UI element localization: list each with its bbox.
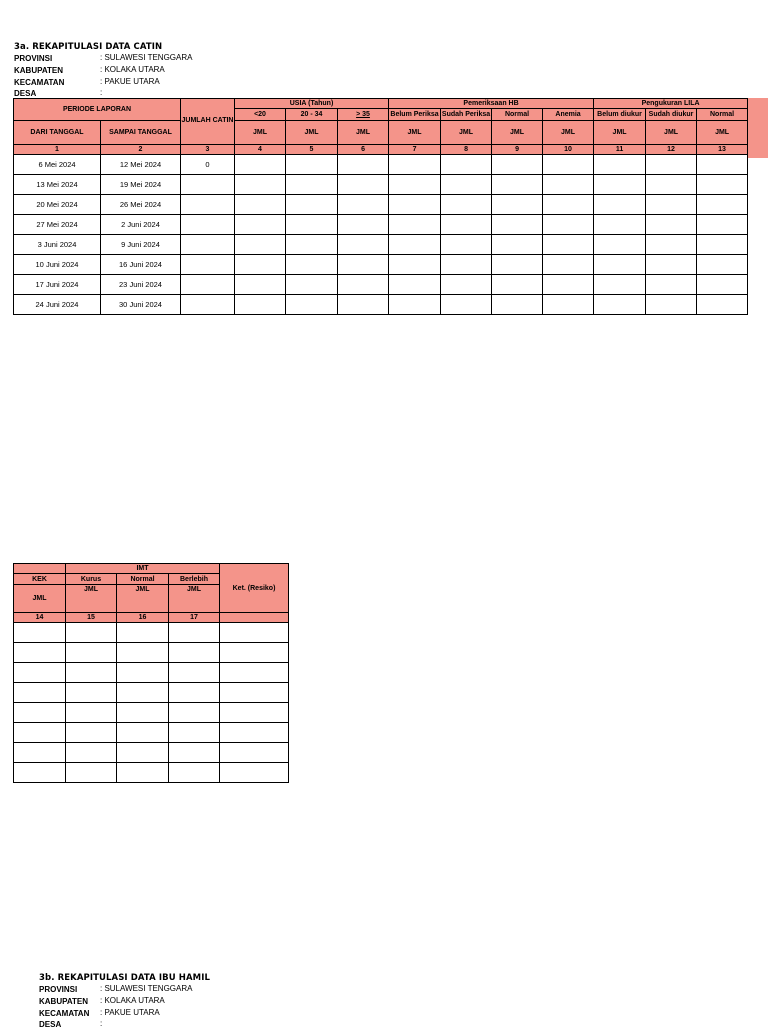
- header-usia-over-35: > 35: [338, 109, 389, 121]
- column-number: 12: [646, 145, 697, 155]
- header-pemeriksaan-hb: Pemeriksaan HB: [389, 99, 594, 109]
- cell-empty: [338, 275, 389, 295]
- table-row: [14, 763, 289, 783]
- cell-empty: [543, 195, 594, 215]
- cell-empty: [286, 195, 338, 215]
- cell-empty: [441, 275, 492, 295]
- header-jumlah-catin: JUMLAH CATIN: [181, 99, 235, 145]
- cell-empty: [235, 155, 286, 175]
- table-row: [14, 723, 289, 743]
- cell-jumlah-catin: [181, 275, 235, 295]
- cell-sampai-tanggal: 30 Juni 2024: [101, 295, 181, 315]
- cell-empty: [543, 155, 594, 175]
- cell-empty: [169, 743, 220, 763]
- cell-empty: [338, 255, 389, 275]
- cell-empty: [646, 195, 697, 215]
- cell-empty: [389, 295, 441, 315]
- info-value-provinsi: : SULAWESI TENGGARA: [100, 984, 193, 993]
- cell-empty: [594, 175, 646, 195]
- header-sampai-tanggal: SAMPAI TANGGAL: [101, 121, 181, 145]
- cell-empty: [235, 255, 286, 275]
- cell-empty: [235, 275, 286, 295]
- cell-empty: [543, 235, 594, 255]
- info-label-provinsi: PROVINSI: [14, 54, 53, 63]
- cell-empty: [117, 663, 169, 683]
- cell-empty: [389, 175, 441, 195]
- column-number: 10: [543, 145, 594, 155]
- cell-empty: [220, 623, 289, 643]
- cell-empty: [14, 763, 66, 783]
- cell-empty: [543, 175, 594, 195]
- table-row: [14, 195, 748, 215]
- cell-empty: [220, 663, 289, 683]
- cell-empty: [66, 643, 117, 663]
- column-number: 5: [286, 145, 338, 155]
- header-jml: JML: [338, 121, 389, 145]
- column-number: 13: [697, 145, 748, 155]
- header-imt-normal: Normal: [117, 574, 169, 585]
- cell-empty: [66, 663, 117, 683]
- table-row: [14, 295, 748, 315]
- header-jml: JML: [646, 121, 697, 145]
- section-b-title: 3b. REKAPITULASI DATA IBU HAMIL: [39, 973, 211, 983]
- cell-empty: [441, 255, 492, 275]
- cell-empty: [441, 235, 492, 255]
- cell-empty: [594, 275, 646, 295]
- cell-empty: [389, 235, 441, 255]
- header-jml: JML: [389, 121, 441, 145]
- cell-empty: [117, 643, 169, 663]
- cell-empty: [697, 275, 748, 295]
- info-label-kecamatan: KECAMATAN: [39, 1009, 90, 1018]
- cell-empty: [492, 175, 543, 195]
- cell-dari-tanggal: 13 Mei 2024: [14, 175, 101, 195]
- cell-empty: [646, 255, 697, 275]
- cell-empty: [117, 703, 169, 723]
- cell-jumlah-catin: [181, 215, 235, 235]
- table-row: [14, 255, 748, 275]
- info-label-kecamatan: KECAMATAN: [14, 78, 65, 87]
- table-row: [14, 175, 748, 195]
- cell-empty: [66, 623, 117, 643]
- info-value-desa: :: [100, 1019, 103, 1028]
- table-row: [14, 743, 289, 763]
- header-jml: JML: [441, 121, 492, 145]
- cell-empty: [117, 683, 169, 703]
- cell-empty: [338, 235, 389, 255]
- cell-empty: [389, 215, 441, 235]
- cell-empty: [338, 295, 389, 315]
- cell-empty: [543, 215, 594, 235]
- header-jml: JML: [66, 585, 117, 613]
- cell-empty: [220, 743, 289, 763]
- header-jml: JML: [117, 585, 169, 613]
- cell-empty: [646, 155, 697, 175]
- header-hb-belum-periksa: Belum Periksa: [389, 109, 441, 121]
- cell-empty: [286, 155, 338, 175]
- cell-empty: [220, 723, 289, 743]
- cell-empty: [543, 275, 594, 295]
- cell-empty: [492, 215, 543, 235]
- cell-empty: [14, 723, 66, 743]
- cell-empty: [697, 215, 748, 235]
- header-jml: JML: [14, 585, 66, 613]
- cell-empty: [14, 623, 66, 643]
- header-jml: JML: [492, 121, 543, 145]
- cell-empty: [14, 683, 66, 703]
- header-imt: IMT: [66, 564, 220, 574]
- imt-table-body: [14, 623, 289, 783]
- cell-empty: [66, 763, 117, 783]
- header-jml: JML: [543, 121, 594, 145]
- cell-jumlah-catin: [181, 295, 235, 315]
- cell-sampai-tanggal: 26 Mei 2024: [101, 195, 181, 215]
- table-row: [14, 623, 289, 643]
- cell-empty: [235, 295, 286, 315]
- catin-table-body: [14, 155, 748, 315]
- cell-empty: [286, 235, 338, 255]
- cell-empty: [66, 723, 117, 743]
- cell-empty: [646, 295, 697, 315]
- cell-jumlah-catin: [181, 195, 235, 215]
- cell-empty: [169, 763, 220, 783]
- cell-empty: [338, 155, 389, 175]
- header-ket-resiko: Ket. (Resiko): [220, 564, 289, 613]
- cell-empty: [389, 155, 441, 175]
- cell-jumlah-catin: [181, 235, 235, 255]
- info-value-kabupaten: : KOLAKA UTARA: [100, 996, 165, 1005]
- cell-empty: [646, 215, 697, 235]
- header-usia-20-34: 20 - 34: [286, 109, 338, 121]
- cell-empty: [594, 235, 646, 255]
- cell-empty: [492, 275, 543, 295]
- cell-empty: [338, 215, 389, 235]
- cell-empty: [169, 663, 220, 683]
- cell-empty: [235, 215, 286, 235]
- cell-jumlah-catin: [181, 175, 235, 195]
- header-jml: JML: [235, 121, 286, 145]
- cell-empty: [169, 643, 220, 663]
- header-jml: JML: [594, 121, 646, 145]
- cell-dari-tanggal: 24 Juni 2024: [14, 295, 101, 315]
- cell-dari-tanggal: 10 Juni 2024: [14, 255, 101, 275]
- imt-recap-table: [13, 563, 289, 783]
- cell-empty: [646, 275, 697, 295]
- header-jml: JML: [286, 121, 338, 145]
- cell-empty: [66, 703, 117, 723]
- cell-empty: [117, 743, 169, 763]
- info-label-desa: DESA: [39, 1020, 62, 1029]
- cell-jumlah-catin: 0: [181, 155, 235, 175]
- column-number: 9: [492, 145, 543, 155]
- header-hb-sudah-periksa: Sudah Periksa: [441, 109, 492, 121]
- header-periode-laporan: PERIODE LAPORAN: [14, 99, 181, 121]
- column-number: 7: [389, 145, 441, 155]
- info-value-desa: :: [100, 88, 103, 97]
- header-usia-under-20: <20: [235, 109, 286, 121]
- header-hb-normal: Normal: [492, 109, 543, 121]
- side-tab: [747, 98, 768, 158]
- info-label-kabupaten: KABUPATEN: [14, 66, 64, 75]
- cell-empty: [14, 643, 66, 663]
- header-dari-tanggal: DARI TANGGAL: [14, 121, 101, 145]
- cell-empty: [646, 175, 697, 195]
- table-row: [14, 663, 289, 683]
- cell-empty: [492, 155, 543, 175]
- column-number: 11: [594, 145, 646, 155]
- cell-empty: [169, 623, 220, 643]
- cell-dari-tanggal: 20 Mei 2024: [14, 195, 101, 215]
- header-imt-berlebih: Berlebih: [169, 574, 220, 585]
- cell-jumlah-catin: [181, 255, 235, 275]
- cell-empty: [594, 215, 646, 235]
- cell-empty: [14, 743, 66, 763]
- header-jml: JML: [169, 585, 220, 613]
- cell-empty: [697, 175, 748, 195]
- cell-empty: [594, 255, 646, 275]
- cell-empty: [441, 175, 492, 195]
- info-value-kecamatan: : PAKUE UTARA: [100, 1008, 160, 1017]
- cell-empty: [543, 255, 594, 275]
- cell-empty: [338, 195, 389, 215]
- column-number: 8: [441, 145, 492, 155]
- cell-sampai-tanggal: 2 Juni 2024: [101, 215, 181, 235]
- column-number-empty: [220, 613, 289, 623]
- cell-empty: [697, 255, 748, 275]
- header-usia: USIA (Tahun): [235, 99, 389, 109]
- catin-recap-table: [13, 98, 748, 315]
- column-number: 4: [235, 145, 286, 155]
- info-value-kecamatan: : PAKUE UTARA: [100, 77, 160, 86]
- table-row: [14, 215, 748, 235]
- cell-empty: [594, 195, 646, 215]
- cell-empty: [220, 683, 289, 703]
- cell-empty: [235, 175, 286, 195]
- cell-empty: [697, 295, 748, 315]
- cell-empty: [235, 195, 286, 215]
- cell-empty: [646, 235, 697, 255]
- cell-empty: [286, 295, 338, 315]
- cell-empty: [338, 175, 389, 195]
- header-lila-belum-diukur: Belum diukur: [594, 109, 646, 121]
- cell-empty: [220, 763, 289, 783]
- cell-empty: [286, 275, 338, 295]
- cell-dari-tanggal: 6 Mei 2024: [14, 155, 101, 175]
- info-value-provinsi: : SULAWESI TENGGARA: [100, 53, 193, 62]
- cell-empty: [594, 295, 646, 315]
- cell-dari-tanggal: 3 Juni 2024: [14, 235, 101, 255]
- cell-empty: [14, 703, 66, 723]
- table-row: [14, 275, 748, 295]
- cell-empty: [169, 683, 220, 703]
- info-label-kabupaten: KABUPATEN: [39, 997, 89, 1006]
- cell-dari-tanggal: 17 Juni 2024: [14, 275, 101, 295]
- cell-empty: [492, 195, 543, 215]
- table-row: [14, 235, 748, 255]
- cell-empty: [235, 235, 286, 255]
- cell-empty: [389, 275, 441, 295]
- section-a-title: 3a. REKAPITULASI DATA CATIN: [14, 42, 163, 52]
- info-value-kabupaten: : KOLAKA UTARA: [100, 65, 165, 74]
- cell-empty: [697, 195, 748, 215]
- cell-empty: [543, 295, 594, 315]
- cell-empty: [441, 155, 492, 175]
- cell-empty: [697, 155, 748, 175]
- header-hb-anemia: Anemia: [543, 109, 594, 121]
- header-kek: KEK: [14, 574, 66, 585]
- cell-sampai-tanggal: 19 Mei 2024: [101, 175, 181, 195]
- cell-empty: [169, 703, 220, 723]
- cell-dari-tanggal: 27 Mei 2024: [14, 215, 101, 235]
- cell-empty: [286, 255, 338, 275]
- cell-empty: [492, 295, 543, 315]
- cell-empty: [286, 215, 338, 235]
- cell-empty: [441, 195, 492, 215]
- cell-empty: [441, 295, 492, 315]
- header-imt-kurus: Kurus: [66, 574, 117, 585]
- cell-empty: [389, 195, 441, 215]
- header-jml: JML: [697, 121, 748, 145]
- cell-empty: [220, 703, 289, 723]
- table-row: [14, 683, 289, 703]
- cell-empty: [697, 235, 748, 255]
- table-row: [14, 643, 289, 663]
- cell-empty: [389, 255, 441, 275]
- column-number: 14: [14, 613, 66, 623]
- table-row: [14, 155, 748, 175]
- header-kek-top: [14, 564, 66, 574]
- cell-empty: [117, 723, 169, 743]
- column-number: 15: [66, 613, 117, 623]
- cell-empty: [594, 155, 646, 175]
- cell-empty: [441, 215, 492, 235]
- cell-empty: [492, 255, 543, 275]
- header-pengukuran-lila: Pengukuran LILA: [594, 99, 748, 109]
- cell-sampai-tanggal: 9 Juni 2024: [101, 235, 181, 255]
- cell-sampai-tanggal: 12 Mei 2024: [101, 155, 181, 175]
- column-number: 3: [181, 145, 235, 155]
- column-number: 1: [14, 145, 101, 155]
- cell-empty: [117, 763, 169, 783]
- cell-empty: [286, 175, 338, 195]
- cell-empty: [66, 683, 117, 703]
- cell-empty: [14, 663, 66, 683]
- column-number: 6: [338, 145, 389, 155]
- cell-empty: [492, 235, 543, 255]
- header-lila-normal: Normal: [697, 109, 748, 121]
- info-label-provinsi: PROVINSI: [39, 985, 78, 994]
- header-lila-sudah-diukur: Sudah diukur: [646, 109, 697, 121]
- cell-empty: [220, 643, 289, 663]
- cell-empty: [169, 723, 220, 743]
- cell-sampai-tanggal: 23 Juni 2024: [101, 275, 181, 295]
- table-row: [14, 703, 289, 723]
- info-label-desa: DESA: [14, 89, 37, 98]
- cell-sampai-tanggal: 16 Juni 2024: [101, 255, 181, 275]
- column-number: 17: [169, 613, 220, 623]
- cell-empty: [66, 743, 117, 763]
- column-number: 16: [117, 613, 169, 623]
- cell-empty: [117, 623, 169, 643]
- column-number: 2: [101, 145, 181, 155]
